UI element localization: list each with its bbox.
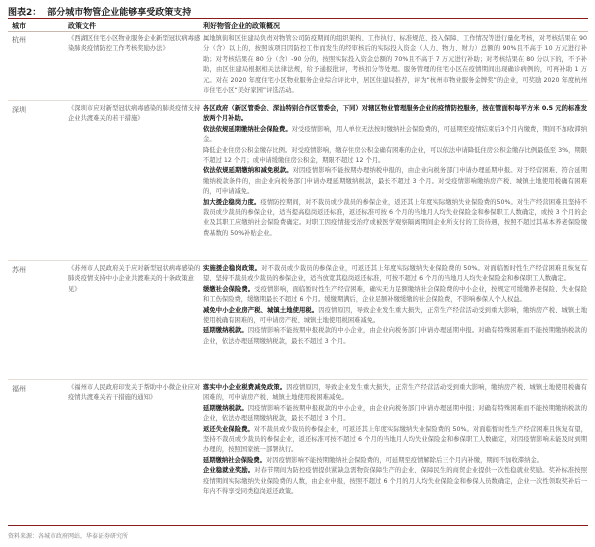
policy-text: 因疫情原因，导致企业发生重大损失，正常生产经营活动受到重大影响，缴纳房产税、城镇土地使用税确有困难的，可申请房产税、城镇土地使用税困难减免。 xyxy=(203,306,588,325)
row-document: 《苏州市人民政府关于应对新型冠状病毒感染的肺炎疫情支持中小企业共渡难关的十条政策意见》 xyxy=(68,265,201,293)
policy-item xyxy=(203,383,587,404)
policy-text: 受疫情影响，面临暂时性生产经营困难，确实无力足额缴纳社会保险费的中小企业，按规定可缓缴养老保险、失业保险和工伤保险费，缓缴期最长不超过 6 个月。缓缴期满后，企业足额补缴缓缴的社会保险费，不影响参保人个人权益。 xyxy=(203,285,588,304)
policy-title: 缓缴社会保险费。 xyxy=(203,285,255,293)
policy-text: 疫情防控期间，对不裁员或少裁员的参保企业，返还其上年度实际缴纳失业保险费的50%。对生产经营困难且坚持不裁员或少裁员的参保企业，适当提高稳岗返还标准，返还标准可按 6 个月的当地月人均失业保险金和参保职工人数确定，或按 3 个月的企业及其职工应缴纳社会保险费确定。对职工因疫情接受治疗或被医学观察隔离期间企业所支付的工资待遇，按照不超过其基本养老保险缴费基数的 50%补贴企业。 xyxy=(203,198,588,237)
source-note: 资料来源：各城市政府网站，华泰证券研究所 xyxy=(8,533,129,540)
table-row xyxy=(8,33,588,100)
policy-item xyxy=(203,146,587,167)
title-rule xyxy=(8,18,588,19)
policy-text: 对不裁员或少裁员的参保企业，可返还其上年度实际缴纳失业保险费的 50%。对面临暂时性生产经营困难且恢复有望，坚持不裁员或少裁员的参保企业，返还标准可按不超过 6 个月的当地月人均失业保险金和参保职工人数确定，对因疫情影响未能及时到期办理的，按照国家统一部署执行。 xyxy=(203,425,588,454)
policy-item xyxy=(203,285,587,306)
row-city: 深圳 xyxy=(12,106,26,114)
row-policy xyxy=(203,34,587,96)
policy-text: 对受疫情影响，用人单位无法按时缴纳社会保险费的，可延期至疫情结束后3个月内缴费，期间不加收滞纳金。 xyxy=(203,125,587,144)
policy-text: 因疫情原因，导致企业发生重大损失，正常生产经营活动受到重大影响，缴纳房产税、城镇土地使用税确有困难的，可申请房产税、城镇土地使用税困难减免。 xyxy=(203,384,588,402)
policy-item xyxy=(203,456,587,466)
policy-item xyxy=(203,34,587,96)
header-document: 政策文件 xyxy=(68,22,96,30)
policy-text: 因疫情影响不能按期申报税款的中小企业，由企业向税务部门申请办理延期申报。对确有特殊困难而不能按期缴纳税款的企业，依法办理延期缴纳税款，最长不超过 3 个月。 xyxy=(203,327,588,345)
row-city: 杭州 xyxy=(12,36,26,44)
policy-item xyxy=(203,125,587,146)
policy-title: 依法依规延期缴纳和减免税款。 xyxy=(203,167,293,175)
policy-text: 对春节期间为防控疫情提供紧缺急需物资保障生产的企业、保障民生的商贸企业提供一次性稳就业奖励。奖补标准按照疫情期间实际缴纳失业保险费的人数，由企业申报，按照不超过 6 个月的月人均失业保险金和参保人员数确定，企业一次性领取奖补后一年内不得享受同类稳岗返还政策。 xyxy=(203,467,588,496)
policy-title: 延期缴纳税款。 xyxy=(203,327,248,335)
policy-title: 落实中小企业税费减免政策。 xyxy=(203,384,287,391)
row-city: 福州 xyxy=(12,385,26,393)
policy-title: 返还失业保险费。 xyxy=(203,425,254,433)
row-separator xyxy=(8,100,588,101)
row-policy xyxy=(203,264,587,347)
chart-title xyxy=(8,5,588,18)
header-city: 城市 xyxy=(12,22,26,30)
policy-item xyxy=(203,466,587,497)
policy-text: 对因疫情影响不能按期办理纳税申报的，由企业向税务部门申请办理延期申报。对于经营困难、符合延期缴纳税款条件的，由企业向税务部门申请办理延期缴纳税款，最长不超过 3 个月。对受疫情影响缴纳房产税、城镇土地使用税确有困难的，可申请减免。 xyxy=(203,167,588,196)
table-row xyxy=(8,103,588,259)
policy-title: 各区政府（新区管委会、深汕特别合作区管委会，下同）对辖区物业管理服务企业的疫情防控服务，按在管面积每平方米 0.5 元的标准发放两个月补助。 xyxy=(203,105,587,123)
row-city: 苏州 xyxy=(12,266,26,274)
row-separator xyxy=(8,260,588,261)
row-document: 《福州市人民政府印发关于帮助中小微企业应对疫情共渡难关若干措施的通知》 xyxy=(68,384,201,402)
figure-title-text: 部分城市物管企业能够享受政策支持 xyxy=(47,8,192,18)
policy-text: 对因疫情影响不能按期缴纳社会保险费的，可延期至疫情解除后三个月内补缴，期间不加收滞纳金。 xyxy=(265,456,544,464)
row-document: 《西湖区住宅小区物业服务企业新型冠状病毒感染肺炎疫情防控工作考核奖励办法》 xyxy=(68,35,201,53)
figure-label: 图表2： xyxy=(8,8,42,18)
policy-text: 属地镇街和区住建局负责对物管公司防疫期间的组织架构、工作执行、标准规范、投入保障、工作情况等进行量化考核，对考核结果在 90 分（含）以上的，按照该项目因防控工作而发生的经审核后的实际投入资金（人力、物力、财力）总额的 90%且不高于 10 万元进行补助；对考核结果在 80 分（含）-90 分的，按照实际投入资金总额的 70%且不高于 7 万元进行补助；对考核结果在 80 分以下的，不予补助，由区住建局根据相关法律法规，给予通报批评，考核扣分等处理。服务管理的住宅小区在疫情期间出现确诊病例的，可再补助 1 万元。对在 2020 年度住宅小区物业服务企业综合评比中，居区住建局推荐，评为“杭州市物业服务金牌奖”的企业，可奖励 2020 年度杭州市住宅小区“美好家园”评选活动。 xyxy=(203,35,587,95)
policy-item xyxy=(203,404,587,425)
table-row xyxy=(8,382,588,522)
row-policy xyxy=(203,383,587,497)
header-policy: 利好物管企业的政策概况 xyxy=(203,22,280,30)
policy-item xyxy=(203,326,587,347)
policy-item xyxy=(203,104,587,125)
policy-item xyxy=(203,306,587,327)
policy-title: 加大援企稳岗力度。 xyxy=(203,198,261,206)
policy-item xyxy=(203,425,587,456)
policy-title: 依法依规延期缴纳社会保险费。 xyxy=(203,125,292,133)
policy-title: 企业稳就业奖励。 xyxy=(203,467,255,475)
header-rule xyxy=(8,31,588,32)
row-document: 《深圳市应对新型冠状病毒感染的肺炎疫情支持企业共渡难关的若干措施》 xyxy=(68,105,201,123)
policy-title: 延期缴纳社会保险费。 xyxy=(203,456,266,464)
row-policy xyxy=(203,104,587,239)
row-separator xyxy=(8,379,588,380)
policy-text: 因疫情影响不能按期申报税款的中小企业，由企业向税务部门申请办理延期申报；对确有特殊困难而不能按期缴纳税款的企业，依法办理延期缴纳税款，最长不超过 3 个月。 xyxy=(203,404,588,423)
bottom-rule xyxy=(8,525,588,526)
policy-item xyxy=(203,166,587,197)
table-row xyxy=(8,263,588,379)
policy-text: 降低企业住房公积金缴存比例。对受疫情影响，缴存住房公积金确有困难的企业，可以依法申请降低住房公积金缴存比例最低至 3%，期限不超过 12 个月；或申请缓缴住房公积金，期限不超过 12 个月。 xyxy=(203,146,587,165)
policy-item xyxy=(203,264,587,285)
policy-item xyxy=(203,198,587,240)
policy-title: 实施援企稳岗政策。 xyxy=(203,265,262,272)
policy-title: 减免中小企业房产税、城镇土地使用税。 xyxy=(203,306,319,314)
policy-text: 对不裁员或少裁员的参保企业，可返还其上年度实际缴纳失业保险费的 50%。对面临暂时性生产经营困难且恢复有望、坚持不裁员或少裁员的参保企业，适当放宽其稳岗返还标准，可按不超过 6 个月的当地月人均失业保险金和参保职工人数确定。 xyxy=(203,265,588,283)
policy-title: 延期缴纳税款。 xyxy=(203,404,248,412)
